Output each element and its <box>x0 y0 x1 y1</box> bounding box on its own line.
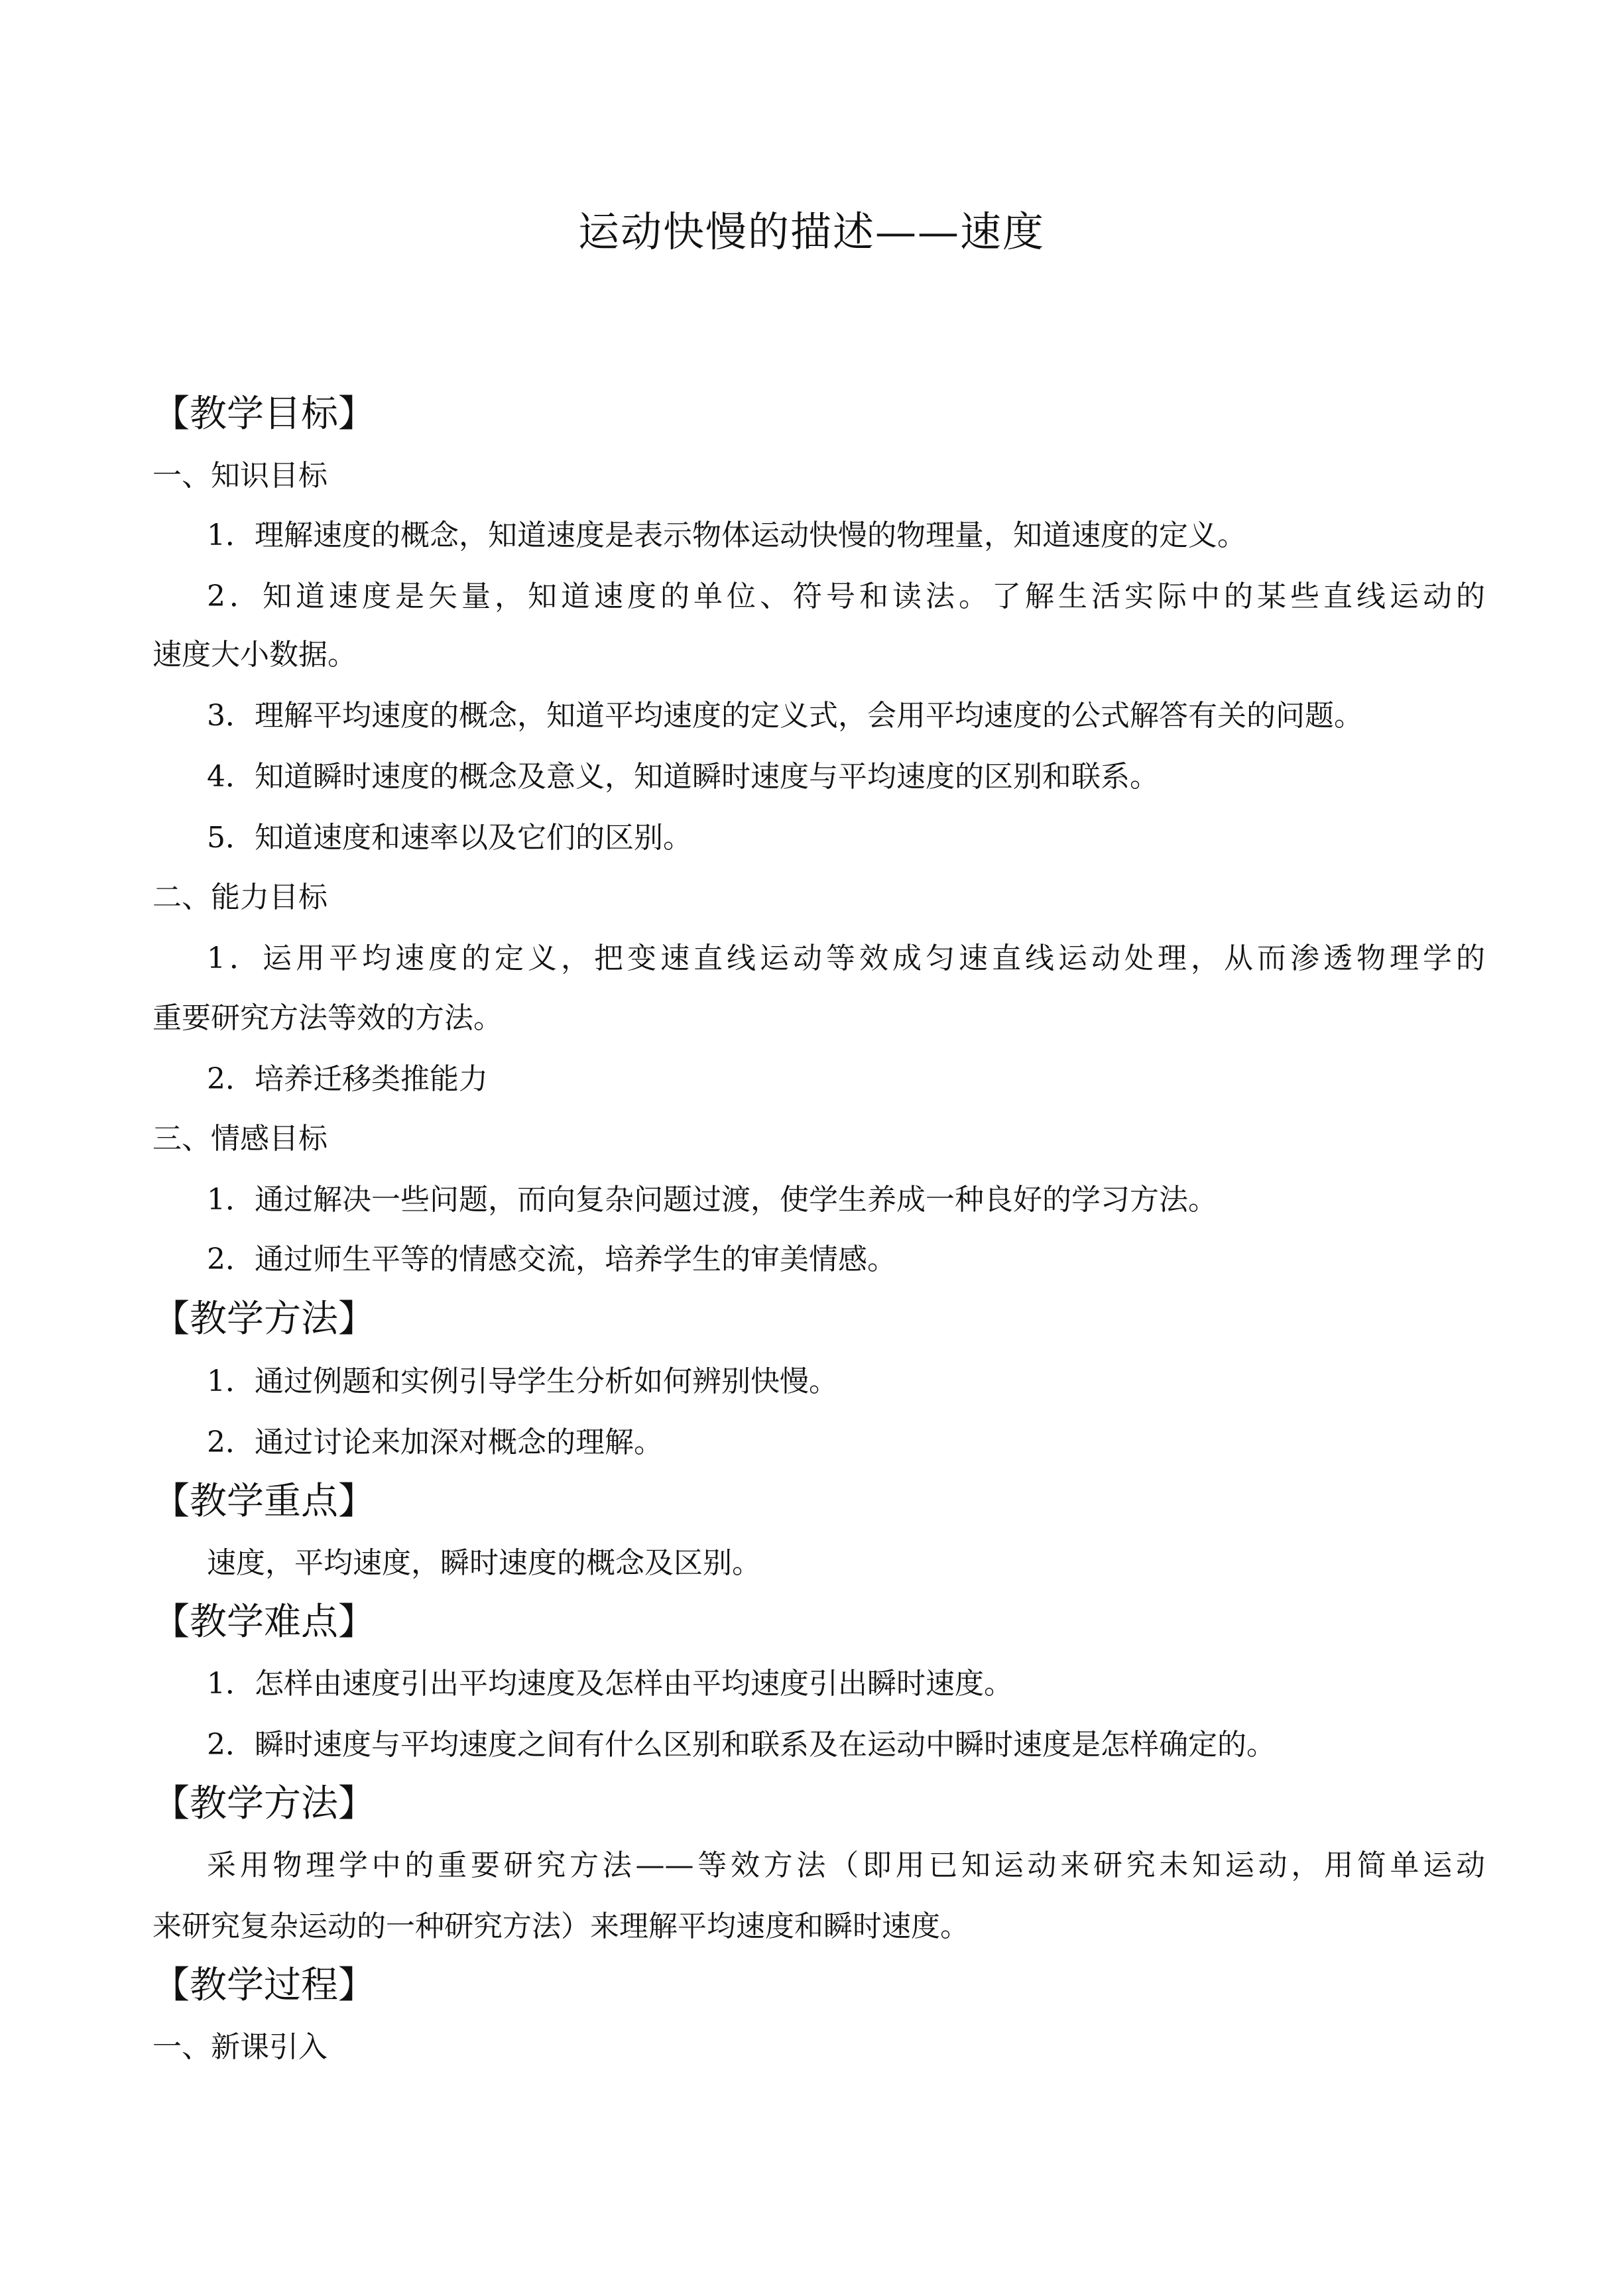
subsection-emotion: 三、情感目标 <box>152 1122 328 1156</box>
section-heading-objectives: 【教学目标】 <box>152 393 375 436</box>
paragraph-line: 2．瞬时速度与平均速度之间有什么区别和联系及在运动中瞬时速度是怎样确定的。 <box>207 1728 1276 1762</box>
subsection-knowledge: 一、知识目标 <box>152 459 328 493</box>
document-title: 运动快慢的描述——速度 <box>577 208 1045 256</box>
section-heading-methods: 【教学方法】 <box>152 1298 375 1341</box>
paragraph-line: 速度大小数据。 <box>152 638 357 672</box>
section-heading-difficulties: 【教学难点】 <box>152 1601 375 1644</box>
paragraph-line: 2．知道速度是矢量，知道速度的单位、符号和读法。了解生活实际中的某些直线运动的 <box>207 579 1485 613</box>
paragraph-line: 5．知道速度和速率以及它们的区别。 <box>207 821 692 855</box>
paragraph-line: 1．通过解决一些问题，而向复杂问题过渡，使学生养成一种良好的学习方法。 <box>207 1183 1217 1217</box>
paragraph-line: 2．通过师生平等的情感交流，培养学生的审美情感。 <box>207 1242 896 1276</box>
subsection-ability: 二、能力目标 <box>152 880 328 914</box>
paragraph-line: 2．培养迁移类推能力 <box>207 1062 488 1096</box>
paragraph-line: 1．通过例题和实例引导学生分析如何辨别快慢。 <box>207 1364 838 1398</box>
paragraph-line: 速度，平均速度，瞬时速度的概念及区别。 <box>207 1546 761 1580</box>
section-heading-process: 【教学过程】 <box>152 1964 375 2007</box>
subsection-new-lesson: 一、新课引入 <box>152 2030 328 2064</box>
paragraph-line: 1．理解速度的概念，知道速度是表示物体运动快慢的物理量，知道速度的定义。 <box>207 518 1246 552</box>
paragraph-line: 1．运用平均速度的定义，把变速直线运动等效成匀速直线运动处理，从而渗透物理学的 <box>207 941 1485 975</box>
section-heading-methods-2: 【教学方法】 <box>152 1782 375 1825</box>
paragraph-line: 2．通过讨论来加深对概念的理解。 <box>207 1425 663 1459</box>
paragraph-line: 1．怎样由速度引出平均速度及怎样由平均速度引出瞬时速度。 <box>207 1667 1013 1701</box>
paragraph-line: 3．理解平均速度的概念，知道平均速度的定义式，会用平均速度的公式解答有关的问题。 <box>207 699 1363 733</box>
paragraph-line: 重要研究方法等效的方法。 <box>152 1001 503 1035</box>
paragraph-line: 采用物理学中的重要研究方法——等效方法（即用已知运动来研究未知运动，用简单运动 <box>207 1848 1485 1882</box>
section-heading-key-points: 【教学重点】 <box>152 1480 375 1523</box>
paragraph-line: 4．知道瞬时速度的概念及意义，知道瞬时速度与平均速度的区别和联系。 <box>207 760 1159 794</box>
paragraph-line: 来研究复杂运动的一种研究方法）来理解平均速度和瞬时速度。 <box>152 1909 969 1943</box>
